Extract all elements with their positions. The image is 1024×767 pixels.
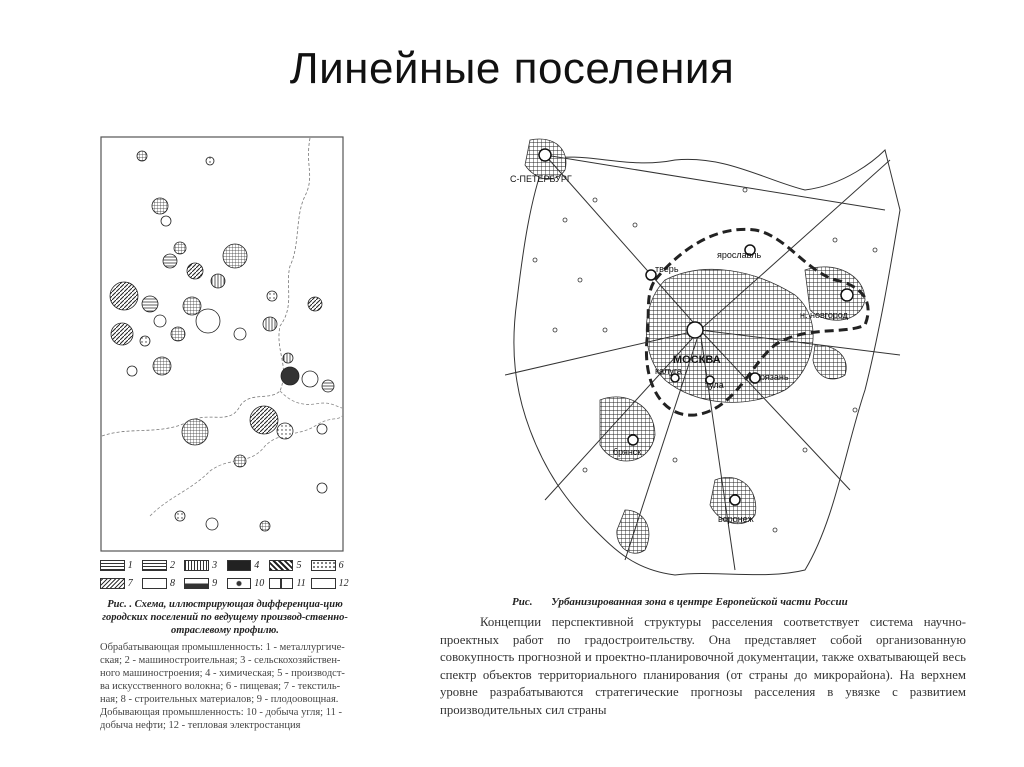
- legend-number: 8: [169, 577, 175, 589]
- legend-swatch: [227, 560, 252, 571]
- legend-swatch: [311, 560, 336, 571]
- body-paragraph: Концепции перспективной структуры расселения соответствует система научно-проектных работ по градостроительству. Она представляет собой организованную совокупность прогнозной и проектно-планировочной документации, также охватывающей весь спектр объектов территориального планирования (от страны до микрорайона). На верхнем уровне разрабатываются стратегические прогнозы расселения в увязке с развитием производительных сил страны: [440, 615, 966, 717]
- right-figure-caption: [512, 596, 864, 608]
- city-label-kaluga: калуга: [655, 366, 682, 376]
- city-label-bryansk: брянск: [613, 447, 642, 457]
- legend-number: 11: [296, 577, 306, 589]
- legend-swatch: [184, 560, 209, 571]
- urbanized-zone-map: [505, 130, 905, 590]
- left-figure-caption: [100, 598, 350, 732]
- legend-number: 9: [212, 577, 218, 589]
- legend-swatch: [142, 578, 167, 589]
- legend-number: 6: [338, 559, 344, 571]
- legend-swatch: [227, 578, 252, 589]
- legend-swatch: [269, 578, 294, 589]
- city-label-tula: тула: [705, 380, 724, 390]
- legend-swatch: [100, 578, 125, 589]
- legend-number: 5: [296, 559, 302, 571]
- legend-swatch: [100, 560, 125, 571]
- caption-title: Урбанизированная зона в центре Европейской части России: [551, 596, 848, 608]
- legend-swatch: [269, 560, 294, 571]
- caption-label: Рис.: [107, 599, 127, 610]
- city-label-ryazan: рязань: [760, 372, 789, 382]
- legend-number: 4: [254, 559, 260, 571]
- legend-number: 1: [127, 559, 133, 571]
- legend-swatch: [142, 560, 167, 571]
- legend-number: 12: [338, 577, 349, 589]
- legend-number: 2: [169, 559, 175, 571]
- caption-legend-text: Обрабатывающая промышленность: 1 - металлургиче-ская; 2 - машиностроительная; 3 - сельскохозяйствен-ного машиностроения; 4 - химическая; 5 - производст-ва искусственного волокна; 6 - пищевая; 7 - текстиль-ная; 8 - строительных материалов; 9 - плодоовощная. Добывающая промышленность: 10 - добыча угля; 11 - добыча нефти; 12 - тепловая электростанция: [100, 642, 345, 731]
- legend-swatch: [311, 578, 336, 589]
- city-label-voronezh: воронеж: [718, 514, 754, 524]
- legend-number: 10: [254, 577, 265, 589]
- profile-map: [100, 136, 344, 552]
- city-label-yaroslavl: ярославль: [717, 250, 762, 260]
- city-label-novgorod: н. новгород: [800, 310, 848, 320]
- legend-swatch: [184, 578, 209, 589]
- caption-title: . Схема, иллюстрирующая дифференциа-цию городских поселений по ведущему производ-ственно-отраслевому профилю.: [102, 599, 348, 636]
- slide-title: Линейные поселения: [289, 44, 735, 93]
- caption-label: Рис.: [512, 596, 533, 608]
- legend-number: 7: [127, 577, 133, 589]
- city-label-moscow: МОСКВА: [673, 354, 721, 366]
- city-label-tver: тверь: [655, 264, 679, 274]
- map-legend: [100, 556, 350, 596]
- legend-number: 3: [212, 559, 218, 571]
- city-label-spb: С-ПЕТЕРБУРГ: [510, 174, 572, 184]
